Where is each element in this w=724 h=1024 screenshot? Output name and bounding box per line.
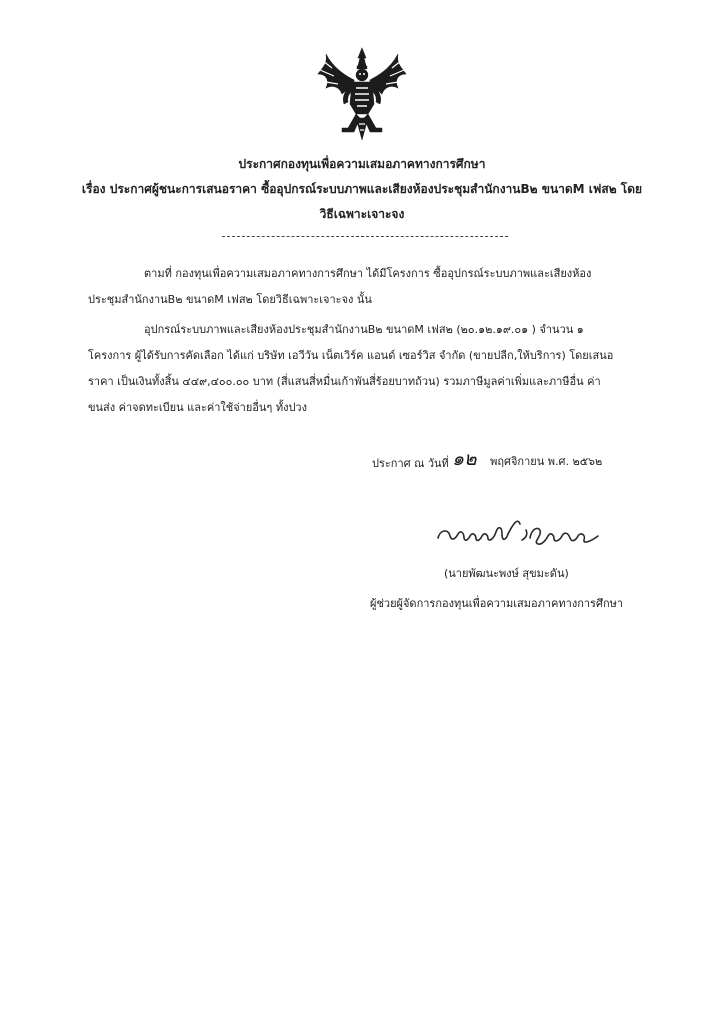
para2-line2: โครงการ ผู้ได้รับการคัดเลือก ได้แก่ บริษัท เอวีวัน เน็ตเวิร์ค แอนด์ เซอร์วิส จำกัด (ขายปลีก,ให้บริการ) โดยเสนอ (88, 349, 614, 362)
para1-line2: ประชุมสำนักงานB๒ ขนาดM เฟส๒ โดยวิธีเฉพาะเจาะจง นั้น (88, 293, 372, 306)
para2-line3: ราคา เป็นเงินทั้งสิ้น ๔๔๙,๔๐๐.๐๐ บาท (สี่แสนสี่หมื่นเก้าพันสี่ร้อยบาทถ้วน) รวมภาษีมูลค่าเพิ่มและภาษีอื่น ค่า (88, 375, 601, 388)
para2-line1: อุปกรณ์ระบบภาพและเสียงห้องประชุมสำนักงานB๒ ขนาดM เฟส๒ (๒๐.๑๒.๑๙.๐๑ ) จำนวน ๑ (144, 323, 584, 336)
announcement-subject: เรื่อง ประกาศผู้ชนะการเสนอราคา ซื้ออุปกรณ์ระบบภาพและเสียงห้องประชุมสำนักงานB๒ ขนาดM เฟส๒ โดย (81, 182, 643, 196)
handwritten-signature (434, 512, 604, 552)
garuda-emblem-icon (312, 44, 412, 144)
announcement-subject-continued: วิธีเฉพาะเจาะจง (319, 207, 405, 221)
para1-line1: ตามที่ กองทุนเพื่อความเสมอภาคทางการศึกษา ได้มีโครงการ ซื้ออุปกรณ์ระบบภาพและเสียงห้อง (144, 267, 592, 280)
date-prefix: ประกาศ ณ วันที่ (372, 457, 449, 470)
date-line (452, 446, 602, 475)
announcement-title: ประกาศกองทุนเพื่อความเสมอภาคทางการศึกษา (238, 157, 486, 171)
signer-name: (นายพัฒนะพงษ์ สุขมะดัน) (444, 567, 569, 580)
header-divider (222, 236, 508, 237)
signer-title: ผู้ช่วยผู้จัดการกองทุนเพื่อความเสมอภาคทางการศึกษา (370, 597, 624, 610)
date-month-year: พฤศจิกายน พ.ศ. ๒๕๖๒ (490, 455, 603, 468)
date-day-handwritten: ๑๒ (452, 448, 477, 470)
para2-line4: ขนส่ง ค่าจดทะเบียน และค่าใช้จ่ายอื่นๆ ทั้งปวง (88, 401, 307, 414)
